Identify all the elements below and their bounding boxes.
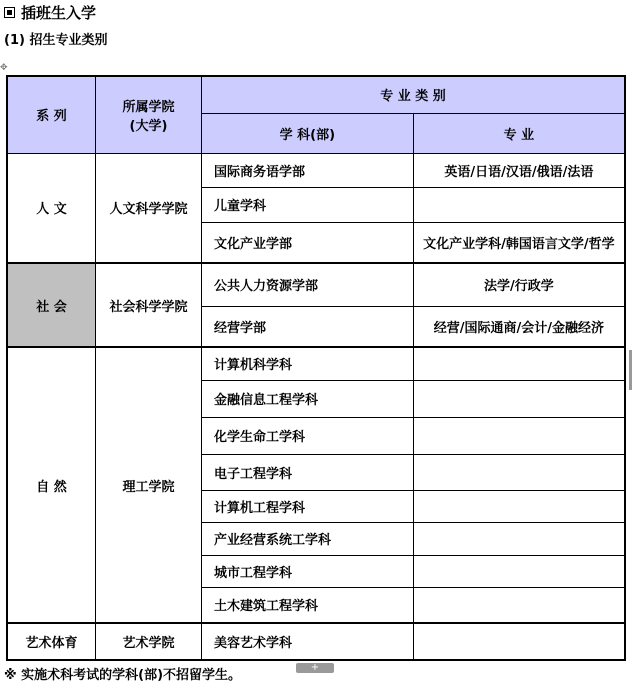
header-college	[96, 76, 202, 153]
department-cell: 美容艺术学科	[202, 623, 414, 660]
major-cell: 法学/行政学	[413, 263, 625, 306]
major-cell: 英语/日语/汉语/俄语/法语	[413, 153, 625, 187]
series-social: 社 会	[7, 263, 96, 347]
department-cell: 土木建筑工程学科	[202, 587, 414, 623]
department-cell: 电子工程学科	[202, 454, 414, 490]
department-cell: 城市工程学科	[202, 555, 414, 587]
college-arts: 艺术学院	[96, 623, 202, 660]
subsection-heading: (1) 招生专业类别	[4, 33, 108, 48]
department-cell: 计算机科学科	[202, 347, 414, 380]
series-arts: 艺术体育	[7, 623, 96, 660]
college-social: 社会科学学院	[96, 263, 202, 347]
header-college-sub: (大学)	[129, 118, 168, 134]
major-cell	[413, 522, 625, 555]
header-major-category: 专 业 类 别	[202, 76, 626, 113]
major-cell	[413, 380, 625, 417]
department-cell: 产业经营系统工学科	[202, 522, 414, 555]
major-cell	[413, 490, 625, 522]
major-cell	[413, 623, 625, 660]
square-bullet-icon	[4, 7, 15, 18]
series-humanities: 人 文	[7, 153, 96, 263]
majors-table	[6, 75, 626, 661]
department-cell: 公共人力资源学部	[202, 263, 414, 306]
major-cell	[413, 587, 625, 623]
department-cell: 金融信息工程学科	[202, 380, 414, 417]
expand-button[interactable]: +	[296, 663, 334, 673]
major-cell	[413, 555, 625, 587]
major-cell	[413, 347, 625, 380]
major-cell: 文化产业学科/韩国语言文学/哲学	[413, 222, 625, 263]
section-heading	[4, 2, 96, 23]
major-cell	[413, 417, 625, 454]
college-humanities: 人文科学学院	[96, 153, 202, 263]
header-college-label: 所属学院	[122, 99, 175, 115]
department-cell: 计算机工程学科	[202, 490, 414, 522]
department-cell: 经营学部	[202, 306, 414, 347]
major-cell: 经营/国际通商/会计/金融经济	[413, 306, 625, 347]
college-nature: 理工学院	[96, 347, 202, 623]
table-move-handle-icon[interactable]: ✥	[0, 63, 8, 73]
series-nature: 自 然	[7, 347, 96, 623]
header-department: 学 科(部)	[202, 113, 414, 153]
department-cell: 化学生命工学科	[202, 417, 414, 454]
section-heading-text: 插班生入学	[21, 4, 97, 22]
department-cell: 文化产业学部	[202, 222, 414, 263]
department-cell: 儿童学科	[202, 187, 414, 222]
major-cell	[413, 187, 625, 222]
department-cell: 国际商务语学部	[202, 153, 414, 187]
footnote: ※ 实施术科考试的学科(部)不招留学生。	[4, 668, 242, 683]
major-cell	[413, 454, 625, 490]
header-series: 系 列	[7, 76, 96, 153]
header-major: 专 业	[413, 113, 625, 153]
